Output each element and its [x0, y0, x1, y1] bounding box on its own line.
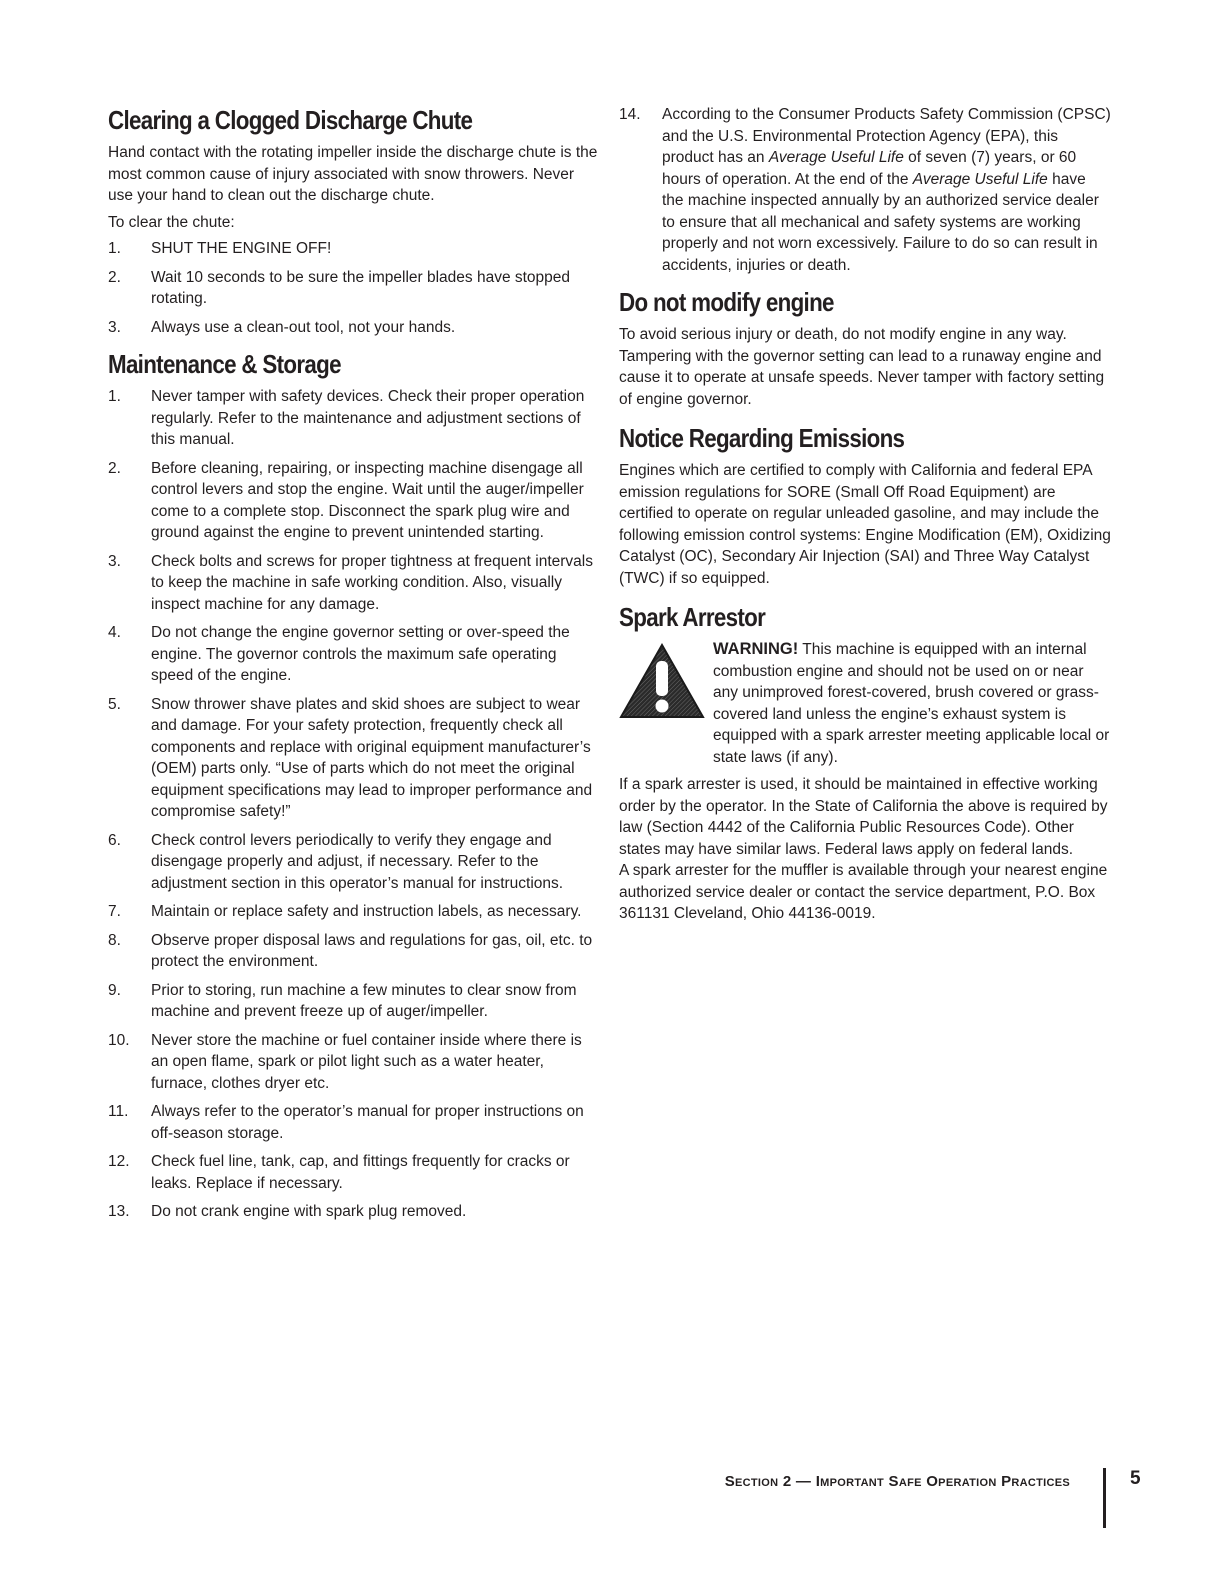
list-item — [108, 458, 598, 544]
item-number: 12. — [108, 1153, 130, 1170]
item-text: Snow thrower shave plates and skid shoes are subject to wear and damage. For your safety protection, frequently check all components and replace with original equipment manufacturer’s (OEM) parts only. “Use of parts which do not meet the original equipment specifications may lead to improper performance and compromise safety!” — [151, 695, 593, 820]
item-text: Check bolts and screws for proper tightness at frequent intervals to keep the machine in safe working condition. Also, visually inspect machine for any damage. — [151, 552, 593, 613]
item-text: Do not change the engine governor setting or over-speed the engine. The governor controls the maximum safe operating speed of the engine. — [151, 624, 570, 684]
list-item — [619, 104, 1111, 276]
maintenance-heading: Maintenance & Storage — [108, 349, 341, 379]
modify-engine-body: To avoid serious injury or death, do not modify engine in any way. Tampering with the governor setting can lead to a runaway engine and cause it to operate at unsafe speeds. Never tamper with factory setting of engine governor. — [619, 326, 1105, 408]
list-item — [108, 830, 598, 895]
item-number: 7. — [108, 903, 121, 920]
item-text: Maintain or replace safety and instruction labels, as necessary. — [151, 903, 582, 920]
clogged-chute-heading: Clearing a Clogged Discharge Chute — [108, 105, 473, 135]
emissions-body: Engines which are certified to comply with California and federal EPA emission regulations for SORE (Small Off Road Equipment) are certified to operate on regular unleaded gasoline, and may include the following emission control systems: Engine Modification (EM), Oxidizing Catalyst (OC), Secondary Air Injection (SAI) and Three Way Catalyst (TWC) if so equipped. — [619, 462, 1111, 587]
clogged-chute-lead: To clear the chute: — [108, 213, 235, 231]
item-number: 10. — [108, 1031, 130, 1049]
item-number: 1. — [108, 240, 121, 257]
maintenance-list — [108, 386, 598, 1223]
item-number: 4. — [108, 624, 121, 641]
list-item — [108, 980, 598, 1023]
right-column — [619, 104, 1111, 930]
spark-arrestor-heading: Spark Arrestor — [619, 602, 766, 632]
warning-text: WARNING! This machine is equipped with an internal combustion engine and should not be used on or near any unimproved forest-covered, brush covered or grass-covered land unless the engine’s exhaust system is equipped with a spark arrester meeting applicable local or state laws (if any). — [713, 640, 1110, 766]
spark-arrestor-body-2: A spark arrester for the muffler is available through your nearest engine authorized service dealer or contact the service department, P.O. Box 361131 Cleveland, Ohio 44136-0019. — [619, 862, 1108, 922]
item-text: Check fuel line, tank, cap, and fittings frequently for cracks or leaks. Replace if necessary. — [151, 1153, 570, 1192]
left-column — [108, 104, 598, 1233]
maintenance-list-continued — [619, 104, 1111, 276]
item-number: 11. — [108, 1103, 129, 1120]
spark-arrestor-body-1: If a spark arrester is used, it should be maintained in effective working order by the operator. In the State of California the above is required by law (Section 4442 of the California Public Resources Code). Other states may have similar laws. Federal laws apply on federal lands. — [619, 776, 1108, 858]
clogged-chute-steps — [108, 238, 598, 338]
item-number: 2. — [108, 459, 121, 477]
list-item — [108, 694, 598, 823]
item-text: Check control levers periodically to verify they engage and disengage properly and adjust, if necessary. Refer to the adjustment section in this operator’s manual for instructions. — [151, 831, 564, 892]
list-item — [108, 267, 598, 310]
item-text: Prior to storing, run machine a few minutes to clear snow from machine and prevent freeze up of auger/impeller. — [151, 981, 577, 1020]
list-item — [108, 930, 598, 973]
modify-engine-heading: Do not modify engine — [619, 287, 834, 317]
item-number: 14. — [619, 106, 641, 123]
item-text: Wait 10 seconds to be sure the impeller blades have stopped rotating. — [151, 268, 571, 307]
list-item — [108, 1201, 598, 1223]
page-number: 5 — [1130, 1468, 1141, 1489]
list-item — [108, 1101, 598, 1144]
item-text: Always use a clean-out tool, not your hands. — [151, 318, 456, 336]
emissions-heading: Notice Regarding Emissions — [619, 423, 905, 453]
item-text: Never tamper with safety devices. Check their proper operation regularly. Refer to the maintenance and adjustment sections of this manual. — [151, 388, 585, 448]
list-item — [108, 317, 598, 339]
item-number: 8. — [108, 931, 121, 949]
item-text: Before cleaning, repairing, or inspecting machine disengage all control levers and stop the engine. Wait until the auger/impeller come to a complete stop. Disconnect the spark plug wire and ground against the engine to prevent unintended starting. — [151, 459, 584, 541]
item-text: Observe proper disposal laws and regulations for gas, oil, etc. to protect the environment. — [151, 931, 593, 970]
item-text: Always refer to the operator’s manual for proper instructions on off-season storage. — [151, 1103, 584, 1142]
warning-triangle-icon — [619, 643, 705, 719]
item-number: 1. — [108, 388, 121, 405]
item-number: 9. — [108, 981, 121, 999]
item-number: 2. — [108, 268, 121, 286]
item-text: Do not crank engine with spark plug removed. — [151, 1203, 467, 1220]
footer-divider — [1103, 1468, 1106, 1528]
item-number: 3. — [108, 552, 121, 570]
item-number: 6. — [108, 831, 121, 849]
list-item — [108, 901, 598, 923]
list-item — [108, 1151, 598, 1194]
clogged-chute-intro: Hand contact with the rotating impeller inside the discharge chute is the most common cause of injury associated with snow throwers. Never use your hand to clean out the discharge chute. — [108, 144, 598, 204]
warning-label: WARNING! — [713, 640, 799, 658]
item-number: 5. — [108, 695, 121, 713]
warning-block — [619, 639, 1111, 768]
list-item — [108, 551, 598, 616]
item-text: Never store the machine or fuel container inside where there is an open flame, spark or pilot light such as a water heater, furnace, clothes dryer etc. — [151, 1031, 582, 1092]
list-item — [108, 1030, 598, 1095]
item-text: SHUT THE ENGINE OFF! — [151, 240, 332, 257]
item-text: According to the Consumer Products Safety Commission (CPSC) and the U.S. Environmental Protection Agency (EPA), this product has an Average Useful Life of seven (7) years, or 60 hours of operation. At the end of the Average Useful Life have the machine inspected annually by an authorized service dealer to ensure that all mechanical and safety systems are working properly and not worn excessively. Failure to do so can result in accidents, injuries or death. — [662, 106, 1111, 274]
list-item — [108, 386, 598, 451]
footer-section-title: Section 2 — Important Safe Operation Practices — [724, 1473, 1070, 1490]
list-item — [108, 622, 598, 687]
item-number: 3. — [108, 318, 121, 336]
list-item — [108, 238, 598, 260]
item-number: 13. — [108, 1203, 130, 1220]
